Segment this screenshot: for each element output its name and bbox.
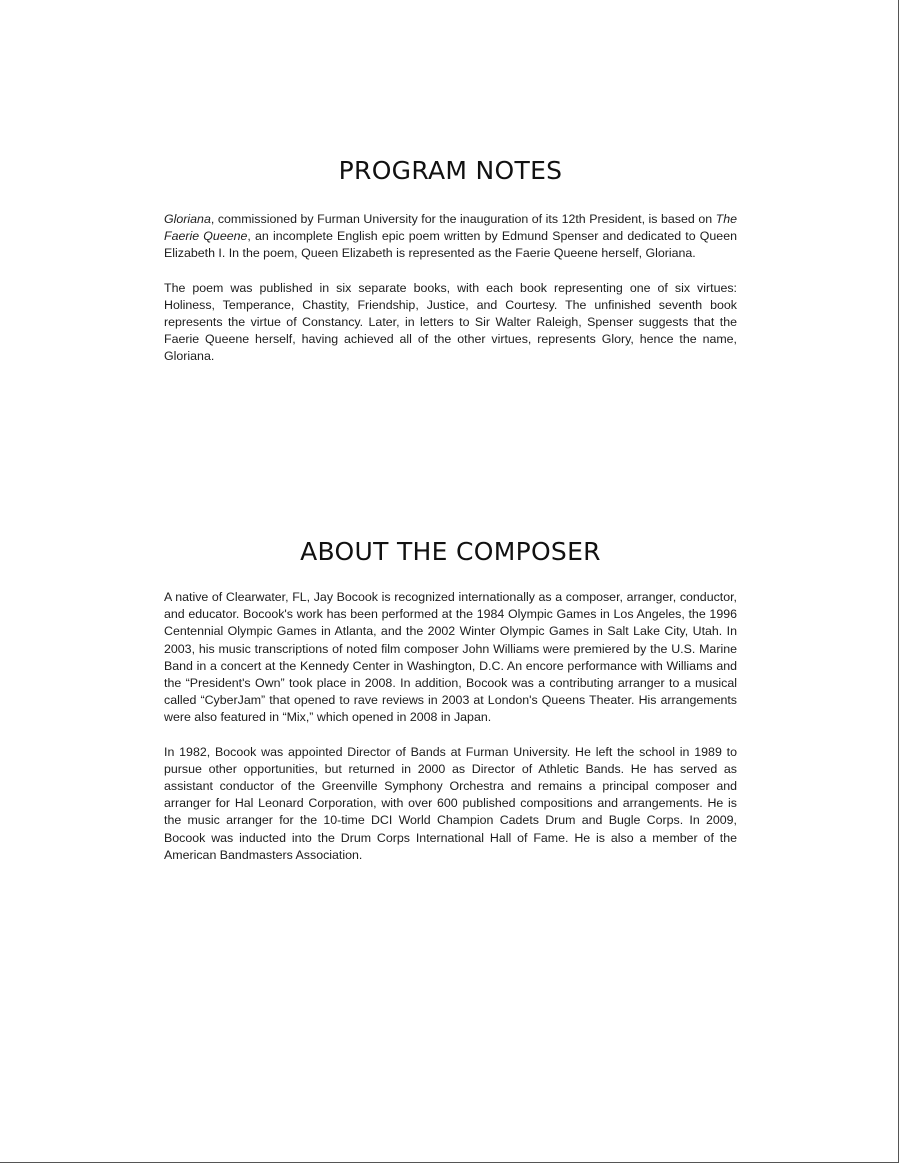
about-composer-heading: ABOUT THE COMPOSER (300, 537, 601, 566)
gloriana-title: Gloriana (164, 212, 211, 226)
about-composer-paragraph-1: A native of Clearwater, FL, Jay Bocook is recognized internationally as a composer, arranger, conductor, and educator. Bocook's work has been performed at the 1984 Olympic Games in Los Angeles, the 1996 Centennial Olympic Games in Atlanta, and the 2002 Winter Olympic Games in Salt Lake City, Utah. In 2003, his music transcriptions of noted film composer John Williams were premiered by the U.S. Marine Band in a concert at the Kennedy Center in Washington, D.C. An encore performance with Williams and the “President's Own” took place in 2008. In addition, Bocook was a contributing arranger to a musical called “CyberJam” that opened to rave reviews in 2003 at London's Queens Theater. His arrangements were also featured in “Mix,” which opened in 2008 in Japan. (164, 590, 737, 725)
about-composer-paragraph-2: In 1982, Bocook was appointed Director of Bands at Furman University. He left the school in 1989 to pursue other opportunities, but returned in 2000 as Director of Athletic Bands. He has served as assistant conductor of the Greenville Symphony Orchestra and remains a principal composer and arranger for Hal Leonard Corporation, with over 600 published compositions and arrangements. He is the music arranger for the 10-time DCI World Champion Cadets Drum and Bugle Corps. In 2009, Bocook was inducted into the Drum Corps International Hall of Fame. He is also a member of the American Bandmasters Association. (164, 744, 737, 862)
program-notes-section (164, 156, 737, 366)
program-notes-p1-text-b: , an incomplete English epic poem written by Edmund Spenser and dedicated to Queen Elizabeth I. In the poem, Queen Elizabeth is represented as the Faerie Queene herself, Gloriana. (164, 229, 737, 261)
faerie-queene-title: The Faerie Queene (164, 212, 737, 244)
program-notes-paragraph-1 (164, 211, 737, 263)
program-notes-paragraph-2: The poem was published in six separate books, with each book representing one of six virtues: Holiness, Temperance, Chastity, Friendship, Justice, and Courtesy. The unfinished seventh book represents the virtue of Constancy. Later, in letters to Sir Walter Raleigh, Spenser suggests that the Faerie Queene herself, having achieved all of the other virtues, represents Glory, hence the name, Gloriana. (164, 280, 737, 364)
program-notes-p1-text-a: , commissioned by Furman University for the inauguration of its 12th President, is based on (210, 212, 716, 226)
about-composer-section (164, 537, 737, 864)
program-notes-heading: PROGRAM NOTES (338, 156, 563, 185)
